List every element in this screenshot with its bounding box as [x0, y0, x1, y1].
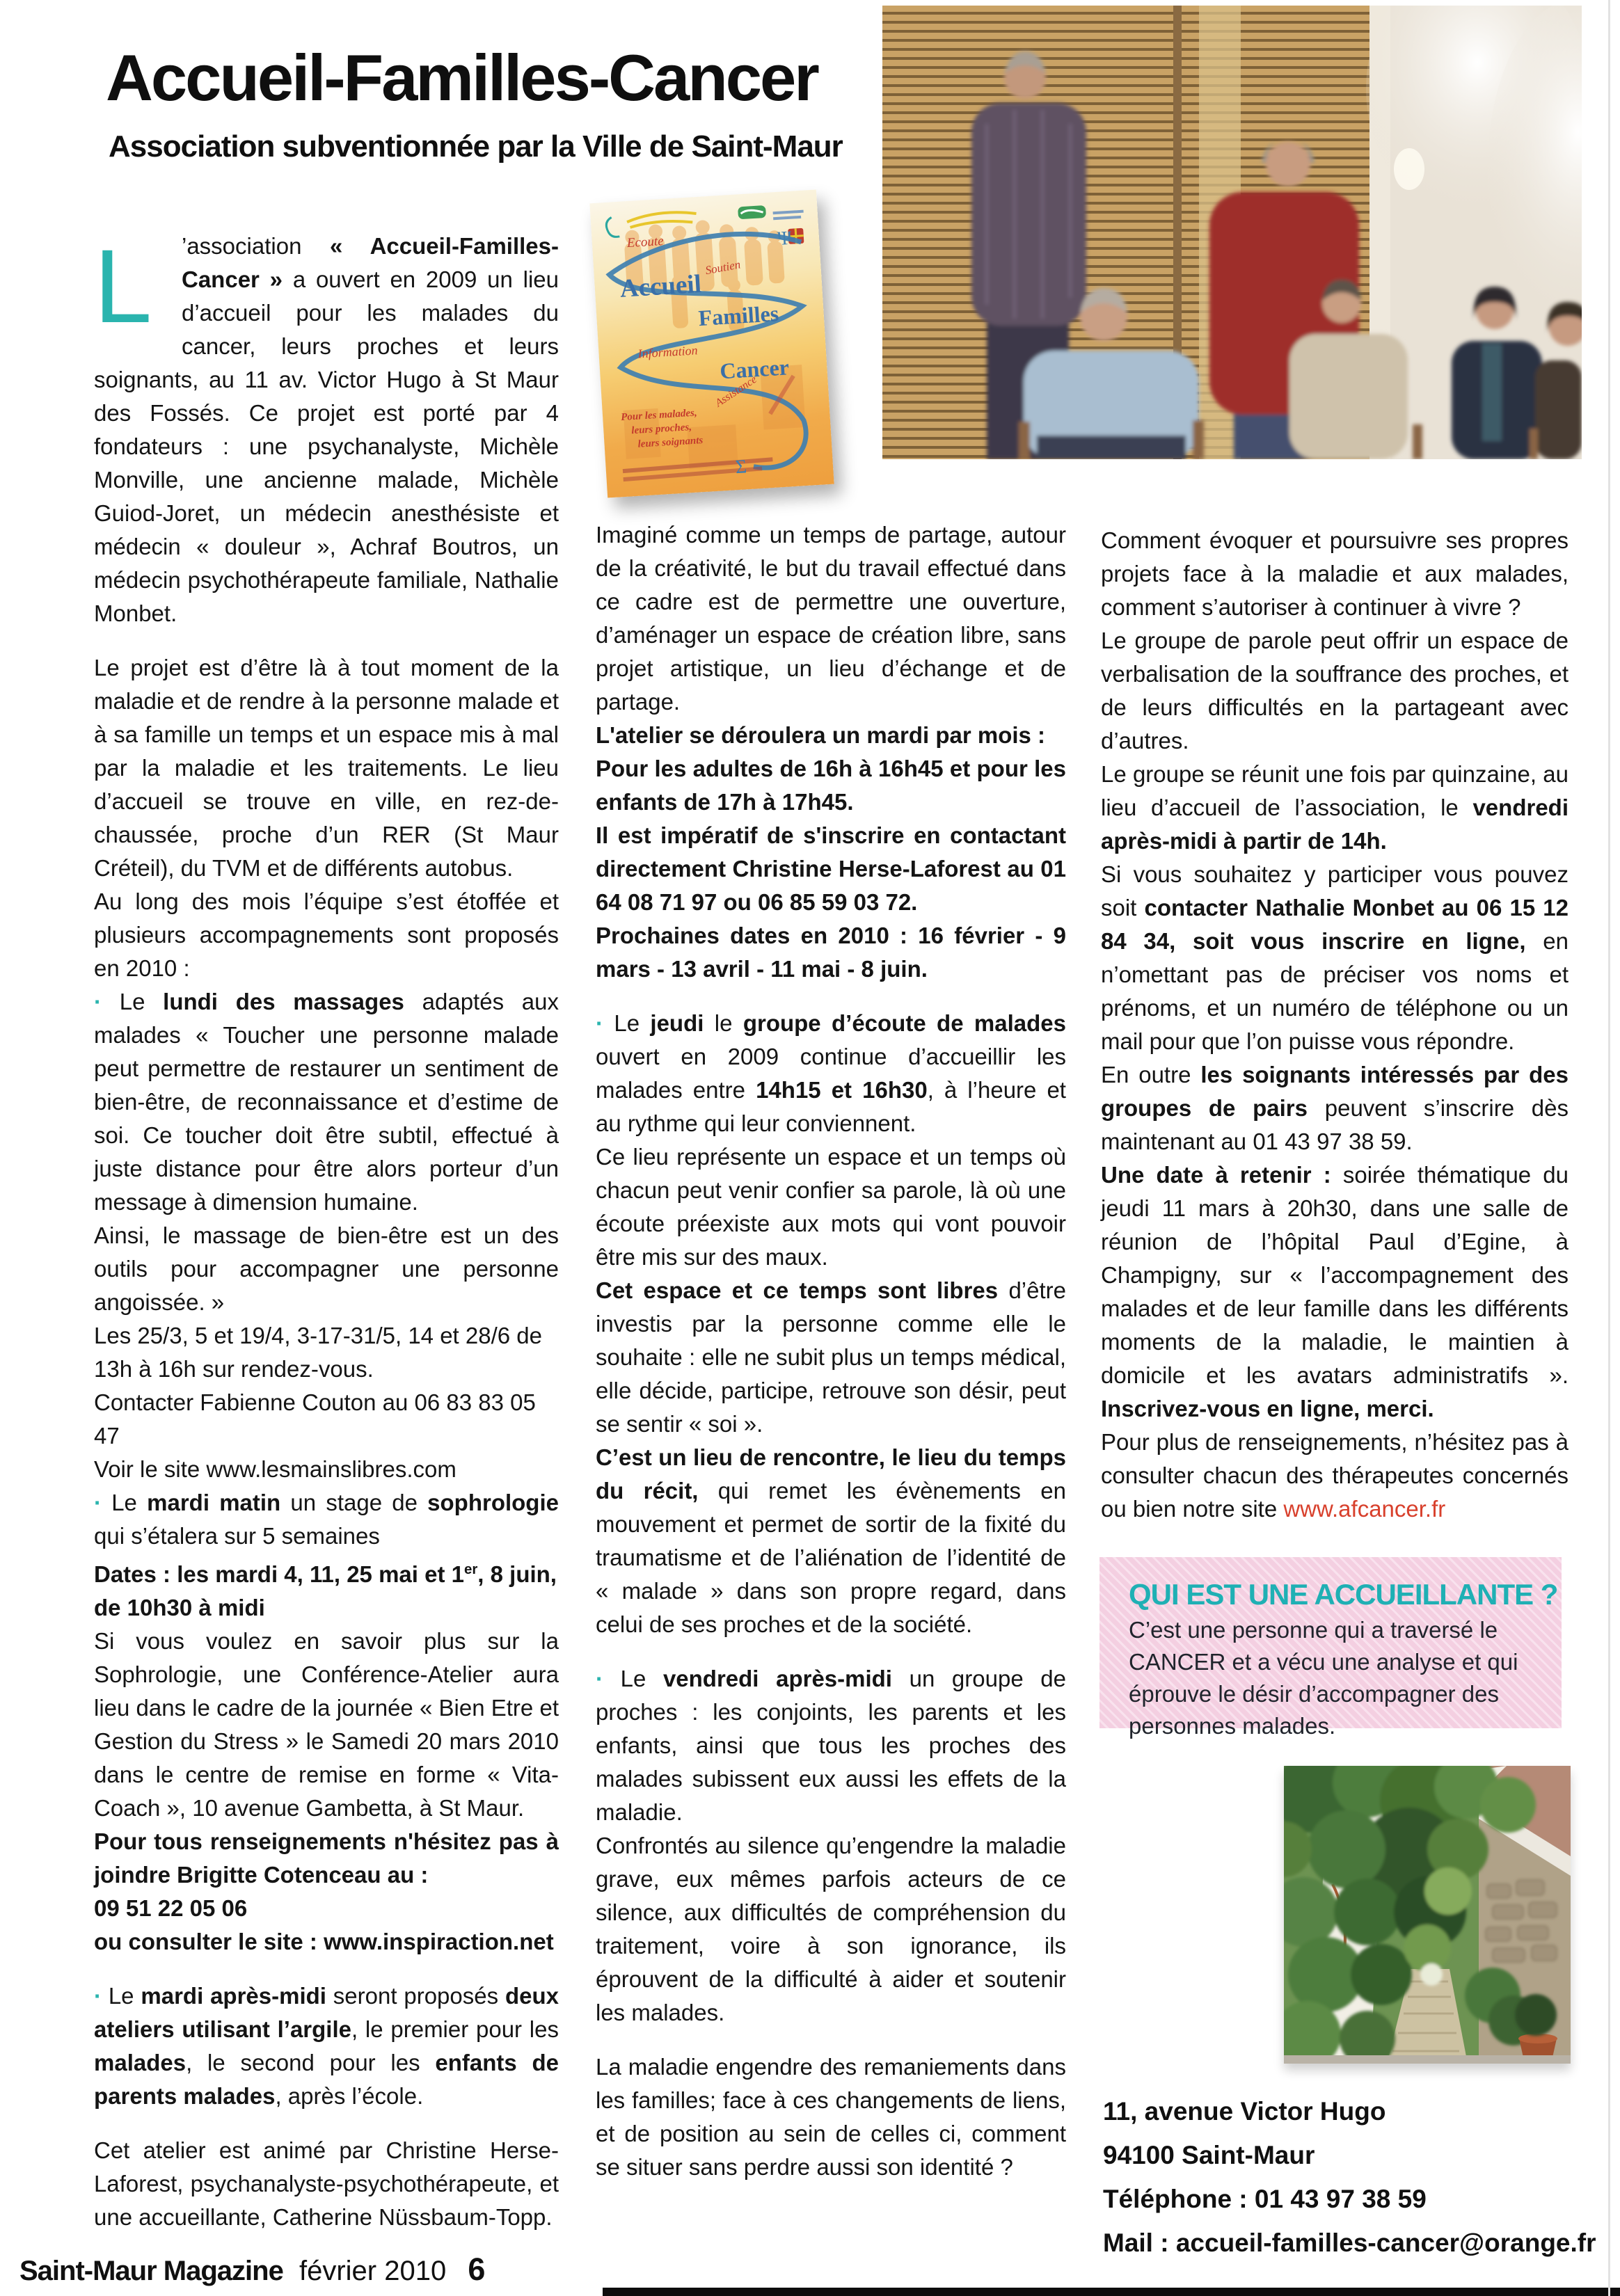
text-run: Contacter Fabienne Couton au 06 83 83 05 47 — [94, 1389, 536, 1449]
garden-photo-illustration — [1284, 1766, 1571, 2064]
text-run: Le projet est d’être là à tout moment de la maladie et de rendre à la personne malade et à sa famille un temps et un espace mis à mal par la maladie et les traitements. Le lieu d’accueil se trouve en ville, en rez-de-chaussée, proche d’un RER (St Maur Créteil), du TVM et de différents autobus. — [94, 655, 559, 881]
contact-block — [1103, 2089, 1596, 2265]
paragraph — [94, 1925, 559, 1959]
paragraph — [94, 230, 559, 630]
magazine-name: Saint-Maur Magazine — [19, 2256, 283, 2286]
info-box-body: C’est une personne qui a traversé le CANCER et a vécu une analyse et qui éprouve le désir d’accompagner des personnes malades. — [1129, 1617, 1518, 1739]
issue-date: février 2010 — [299, 2256, 447, 2286]
scan-edge-bar — [603, 2288, 1620, 2296]
text-run: er — [463, 1561, 478, 1577]
text-run: Le — [620, 1666, 663, 1691]
paragraph — [94, 1825, 559, 1892]
bullet-dot: · — [94, 989, 120, 1014]
bullet-paragraph — [596, 1007, 1066, 1140]
text-run: ou consulter le site : www.inspiraction.net — [94, 1929, 554, 1954]
paragraph — [94, 1319, 559, 1386]
text-run: vendredi après-midi à partir de 14h. — [1101, 795, 1569, 854]
paragraph — [596, 919, 1066, 986]
page-number: 6 — [468, 2251, 486, 2287]
paragraph — [94, 1625, 559, 1825]
text-run: 14h15 et 16h30 — [756, 1077, 928, 1103]
contact-phone-line: Téléphone : 01 43 97 38 59 — [1103, 2185, 1427, 2213]
paragraph — [94, 1892, 559, 1925]
paragraph — [596, 752, 1066, 819]
text-run: sophrologie — [427, 1490, 559, 1515]
text-run: ouvert en 2009 continue d’accueillir les malades entre — [596, 1044, 1066, 1103]
info-box-title: QUI EST UNE ACCUEILLANTE ? — [1129, 1578, 1558, 1611]
text-run: Cet atelier est animé par Christine Herse-Laforest, psychanalyste-psychothérapeute, et une accueillante, Catherine Nüssbaum-Topp. — [94, 2137, 559, 2230]
flyer-word-familles: Familles — [697, 301, 780, 331]
flyer-word-accueil: Accueil — [619, 269, 703, 303]
paragraph — [596, 1441, 1066, 1641]
bullet-paragraph — [94, 1486, 559, 1553]
text-run: La maladie engendre des remaniements dans les familles; face à ces changements de liens, et de position au sein de celles ci, comment se situer sans perdre aussi son identité ? — [596, 2054, 1066, 2180]
flyer-sigma-glyph: Σ — [734, 456, 748, 479]
paragraph — [1101, 758, 1569, 858]
text-run: peuvent s’inscrire dès maintenant au 01 43 97 38 59. — [1101, 1095, 1569, 1154]
column-3 — [1101, 524, 1569, 1526]
text-run: jeudi — [650, 1010, 704, 1036]
text-run: Au long des mois l’équipe s’est étoffée et plusieurs accompagnements sont proposés en 2010 : — [94, 888, 559, 981]
text-run: vendredi après-midi — [662, 1666, 892, 1691]
text-run: www.afcancer.fr — [1283, 1496, 1446, 1522]
text-run: Pour les adultes de 16h à 16h45 et pour les enfants de 17h à 17h45. — [596, 756, 1066, 815]
text-run: Il est impératif de s'inscrire en contactant directement Christine Herse-Laforest au 01 64 08 71 97 ou 06 85 59 03 72. — [596, 822, 1066, 915]
paragraph — [94, 1386, 559, 1453]
paragraph — [596, 2050, 1066, 2184]
text-run: qui s’étalera sur 5 semaines — [94, 1523, 380, 1549]
text-run: Le groupe de parole peut offrir un espace de verbalisation de la souffrance des proches, et de leurs difficultés en la partageant avec d’autres. — [1101, 628, 1569, 754]
text-run: Confrontés au silence qu’engendre la maladie grave, eux mêmes parfois acteurs de ce silence, aux difficultés de compréhension du traitement, voire à son ignorance, ils éprouvent de la difficulté à aider et soutenir les malades. — [596, 1833, 1066, 2025]
bullet-dot: · — [94, 1490, 112, 1515]
paragraph — [94, 1553, 559, 1625]
text-run: seront proposés — [326, 1983, 505, 2009]
text-run: Cet espace et ce temps sont libres — [596, 1277, 999, 1303]
paragraph — [596, 1140, 1066, 1274]
text-run: , à l’heure et au rythme qui leur conviennent. — [596, 1077, 1066, 1136]
column-1 — [94, 230, 559, 2234]
flyer-word-cancer: Cancer — [719, 354, 790, 384]
text-run: C’est un lieu de rencontre, le lieu du temps du récit, — [596, 1444, 1066, 1504]
text-run: Ce lieu représente un espace et un temps où chacun peut venir confier sa parole, là où une écoute préexiste aux mots qui vont pouvoir être mis sur des maux. — [596, 1144, 1066, 1270]
text-run: en n’omettant pas de préciser vos noms et prénoms, et un numéro de téléphone ou un mail pour que l’on puisse vous répondre. — [1101, 928, 1569, 1054]
text-run: , 8 juin, de 10h30 à midi — [94, 1561, 557, 1620]
text-run: contacter Nathalie Monbet au 06 15 12 84 34, soit vous inscrire en ligne, — [1101, 895, 1569, 954]
page-title: Accueil-Familles-Cancer — [106, 41, 818, 114]
paragraph — [1101, 1426, 1569, 1526]
text-run: « Accueil-Familles-Cancer » — [182, 233, 559, 292]
flyer-tagline: Pour les malades, leurs proches, leurs soignants — [620, 407, 704, 450]
paragraph — [1101, 1058, 1569, 1158]
text-run: Inscrivez-vous en ligne, merci. — [1101, 1396, 1434, 1421]
flyer-word-information: Information — [637, 343, 699, 361]
contact-city-line: 94100 Saint-Maur — [1103, 2141, 1315, 2169]
paragraph — [94, 2134, 559, 2234]
text-run: un groupe de proches : les conjoints, les parents et les enfants, ainsi que tous les proches des malades subissent eux aussi les effets de la maladie. — [596, 1666, 1066, 1825]
text-run: un stage de — [280, 1490, 428, 1515]
text-run: groupe d’écoute de malades — [742, 1010, 1066, 1036]
paragraph — [94, 1453, 559, 1486]
text-run: Le — [111, 1490, 148, 1515]
text-run: L'atelier se déroulera un mardi par mois : — [596, 722, 1046, 748]
text-run: ’association — [182, 233, 330, 259]
flyer-word-soutien: Soutien — [704, 257, 742, 278]
flyer-word-assistance: Assistance — [713, 373, 759, 410]
bullet-dot: · — [596, 1010, 614, 1036]
text-run: Le — [614, 1010, 651, 1036]
contact-address-line: 11, avenue Victor Hugo — [1103, 2097, 1386, 2126]
text-run: Une date à retenir : — [1101, 1162, 1331, 1188]
text-run: Si vous souhaitez y participer vous pouvez soit — [1101, 861, 1569, 920]
text-run: le — [704, 1010, 743, 1036]
text-run: Le groupe se réunit une fois par quinzaine, au lieu d’accueil de l’association, le — [1101, 761, 1569, 820]
text-run: Les 25/3, 5 et 19/4, 3-17-31/5, 14 et 28/6 de 13h à 16h sur rendez-vous. — [94, 1323, 542, 1382]
text-run: lundi des massages — [163, 989, 404, 1014]
text-run: a ouvert en 2009 un lieu d’accueil pour les malades du cancer, leurs proches et leurs soignants, au 11 av. Victor Hugo à St Maur des Fossés. Ce projet est porté par 4 fondateurs : une psychanalyste, Michèle Monville, une ancienne malade, Michèle Guiod-Joret, un médecin anesthésiste et médecin « douleur », Achraf Boutros, un médecin psychothérapeute familiale, Nathalie Monbet. — [94, 266, 559, 626]
paragraph — [596, 819, 1066, 919]
paragraph — [596, 1274, 1066, 1441]
text-run: Si vous voulez en savoir plus sur la Sophrologie, une Conférence-Atelier aura lieu dans le cadre de la journée « Bien Etre et Gestion du Stress » le Samedi 20 mars 2010 dans le centre de remise en forme « Vita-Coach », 10 avenue Gambetta, à St Maur. — [94, 1628, 559, 1821]
text-run: , le premier pour les — [351, 2016, 559, 2042]
text-run: Ainsi, le massage de bien-être est un des outils pour accompagner une personne angoissée. » — [94, 1222, 559, 1315]
page-edge-line — [1608, 0, 1610, 2296]
text-run: Comment évoquer et poursuivre ses propres projets face à la maladie et aux malades, comment s’autoriser à continuer à vivre ? — [1101, 527, 1569, 620]
text-run: , le second pour les — [186, 2050, 436, 2075]
drop-cap-letter: L — [94, 228, 152, 344]
text-run: Le — [108, 1983, 141, 2009]
text-run: enfants de parents malades — [94, 2050, 559, 2109]
text-run: Le — [119, 989, 164, 1014]
text-run: mardi matin — [147, 1490, 281, 1515]
paragraph — [1101, 624, 1569, 758]
team-photo-illustration — [882, 6, 1582, 459]
page-subtitle: Association subventionnée par la Ville de Saint-Maur — [109, 129, 843, 164]
garden-photo — [1284, 1766, 1571, 2064]
paragraph — [596, 518, 1066, 719]
paragraph — [94, 885, 559, 985]
bullet-paragraph — [596, 1662, 1066, 1829]
paragraph — [596, 719, 1066, 752]
text-run: 09 51 22 05 06 — [94, 1895, 248, 1921]
bullet-dot: · — [94, 1983, 109, 2009]
flyer-thumbnail — [589, 189, 834, 497]
text-run: mardi après-midi — [141, 1983, 326, 2009]
paragraph — [94, 651, 559, 885]
flyer-psi-glyph: Ψ — [777, 227, 793, 250]
paragraph — [94, 1219, 559, 1319]
text-run: Dates : les mardi 4, 11, 25 mai et 1 — [94, 1561, 464, 1587]
text-run: d’être investis par la personne comme elle le souhaite : elle ne subit plus un temps médical, elle décide, participe, retrouve son désir, peut se sentir « soi ». — [596, 1277, 1067, 1437]
text-run: soirée thématique du jeudi 11 mars à 20h30, dans une salle de réunion de l’hôpital Paul d’Egine, à Champigny, sur « l’accompagnement des malades et de leur famille dans les différents moments de la maladie, le maintien à domicile et les avatars administratifs ». — [1101, 1162, 1569, 1388]
text-run: adaptés aux malades « Toucher une personne malade peut permettre de restaurer un sentiment de bien-être, de reconnaissance et d’estime de soi. Ce toucher doit être subtil, effectué à juste distance pour être alors porteur d’un message à dimension humaine. — [94, 989, 559, 1215]
text-run: qui remet les évènements en mouvement et permet de sortir de la fixité du traumatisme et de l’aliénation de l’identité de « malade » dans son propre regard, dans celui de ses proches et de la société. — [596, 1478, 1066, 1637]
text-run: malades — [94, 2050, 186, 2075]
bullet-paragraph — [94, 985, 559, 1219]
page-footer — [19, 2251, 485, 2288]
text-run: Pour plus de renseignements, n’hésitez pas à consulter chacun des thérapeutes concernés ou bien notre site — [1101, 1429, 1569, 1522]
flyer-word-ecoute: Ecoute — [626, 233, 665, 251]
bullet-dot: · — [596, 1666, 621, 1691]
accueillante-info-box — [1099, 1557, 1562, 1739]
text-run: En outre — [1101, 1062, 1201, 1087]
text-run: Imaginé comme un temps de partage, autour de la créativité, le but du travail effectué dans ce cadre est de permettre une ouverture, d’aménager un espace de création libre, sans projet artistique, un lieu d’échange et de partage. — [596, 522, 1066, 715]
column-2 — [596, 518, 1066, 2184]
text-run: Voir le site www.lesmainslibres.com — [94, 1456, 456, 1482]
text-run: , après l’école. — [275, 2083, 424, 2109]
contact-mail-line: Mail : accueil-familles-cancer@orange.fr — [1103, 2229, 1596, 2257]
paragraph — [1101, 1158, 1569, 1426]
paragraph — [596, 1829, 1066, 2030]
text-run: Pour tous renseignements n'hésitez pas à joindre Brigitte Cotenceau au : — [94, 1828, 559, 1888]
text-run: deux ateliers utilisant l’argile — [94, 1983, 559, 2042]
bullet-paragraph — [94, 1979, 559, 2113]
paragraph — [1101, 524, 1569, 624]
team-photo — [882, 6, 1582, 459]
text-run: Prochaines dates en 2010 : 16 février - 9 mars - 13 avril - 11 mai - 8 juin. — [596, 923, 1066, 982]
text-run: les soignants intéressés par des groupes de pairs — [1101, 1062, 1569, 1121]
paragraph — [1101, 858, 1569, 1058]
